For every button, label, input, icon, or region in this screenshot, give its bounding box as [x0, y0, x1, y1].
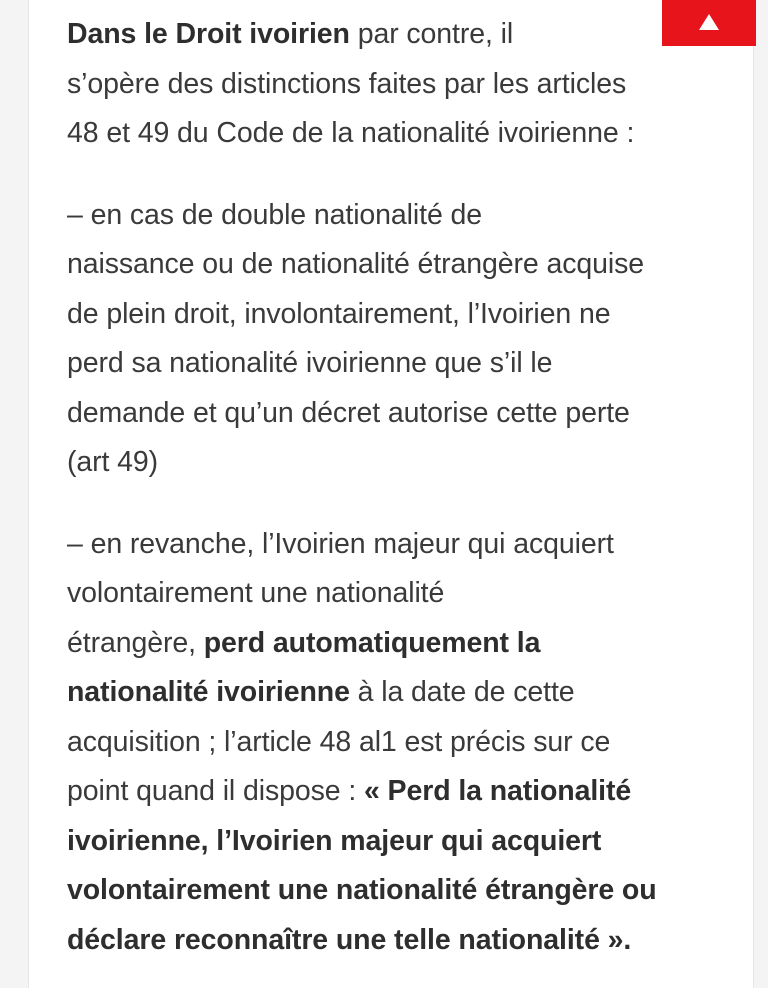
text-line: [67, 817, 727, 867]
text-line: de plein droit, involontairement, l’Ivoirien ne: [67, 297, 611, 330]
text-line: (art 49): [67, 446, 159, 478]
text-line: [67, 866, 727, 916]
text-line: s’opère des distinctions faites par les articles: [67, 67, 627, 100]
paragraph-article-49: [67, 191, 727, 488]
bold-text: perd automatiquement la: [203, 626, 541, 659]
text-span: à la date de cette: [349, 676, 575, 708]
text-line: naissance ou de nationalité étrangère acquise: [67, 248, 644, 280]
text-line: volontairement une nationalité: [67, 577, 445, 609]
text-line: acquisition ; l’article 48 al1 est précis sur ce: [67, 725, 611, 758]
text-line: – en revanche, l’Ivoirien majeur qui acquiert: [67, 527, 614, 560]
text-line: 48 et 49 du Code de la nationalité ivoirienne :: [67, 117, 635, 149]
bold-text: ivoirienne, l’Ivoirien majeur qui acquiert: [67, 824, 602, 857]
text-span: étrangère,: [67, 626, 204, 659]
text-span: point quand il dispose :: [67, 775, 364, 807]
text-line: [67, 619, 727, 669]
arrow-up-icon: [699, 14, 719, 30]
bold-text: déclare reconnaître une telle nationalité ».: [67, 923, 632, 956]
paragraph-intro: [67, 10, 727, 159]
text-line: perd sa nationalité ivoirienne que s’il le: [67, 347, 553, 379]
bold-text: volontairement une nationalité étrangère ou: [67, 874, 657, 906]
text-line: – en cas de double nationalité de: [67, 198, 483, 231]
bold-text: « Perd la nationalité: [363, 775, 632, 807]
back-to-top-button[interactable]: [662, 0, 756, 46]
text-line: [67, 10, 727, 60]
article-body: [67, 10, 727, 988]
paragraph-article-48: [67, 520, 727, 966]
text-line: [67, 916, 727, 966]
text-line: [67, 767, 727, 817]
bold-text: Dans le Droit ivoirien: [67, 18, 350, 50]
bold-text: nationalité ivoirienne: [67, 676, 350, 708]
text-line: [67, 668, 727, 718]
text-line: demande et qu’un décret autorise cette perte: [67, 396, 630, 429]
text-span: par contre, il: [349, 18, 514, 50]
